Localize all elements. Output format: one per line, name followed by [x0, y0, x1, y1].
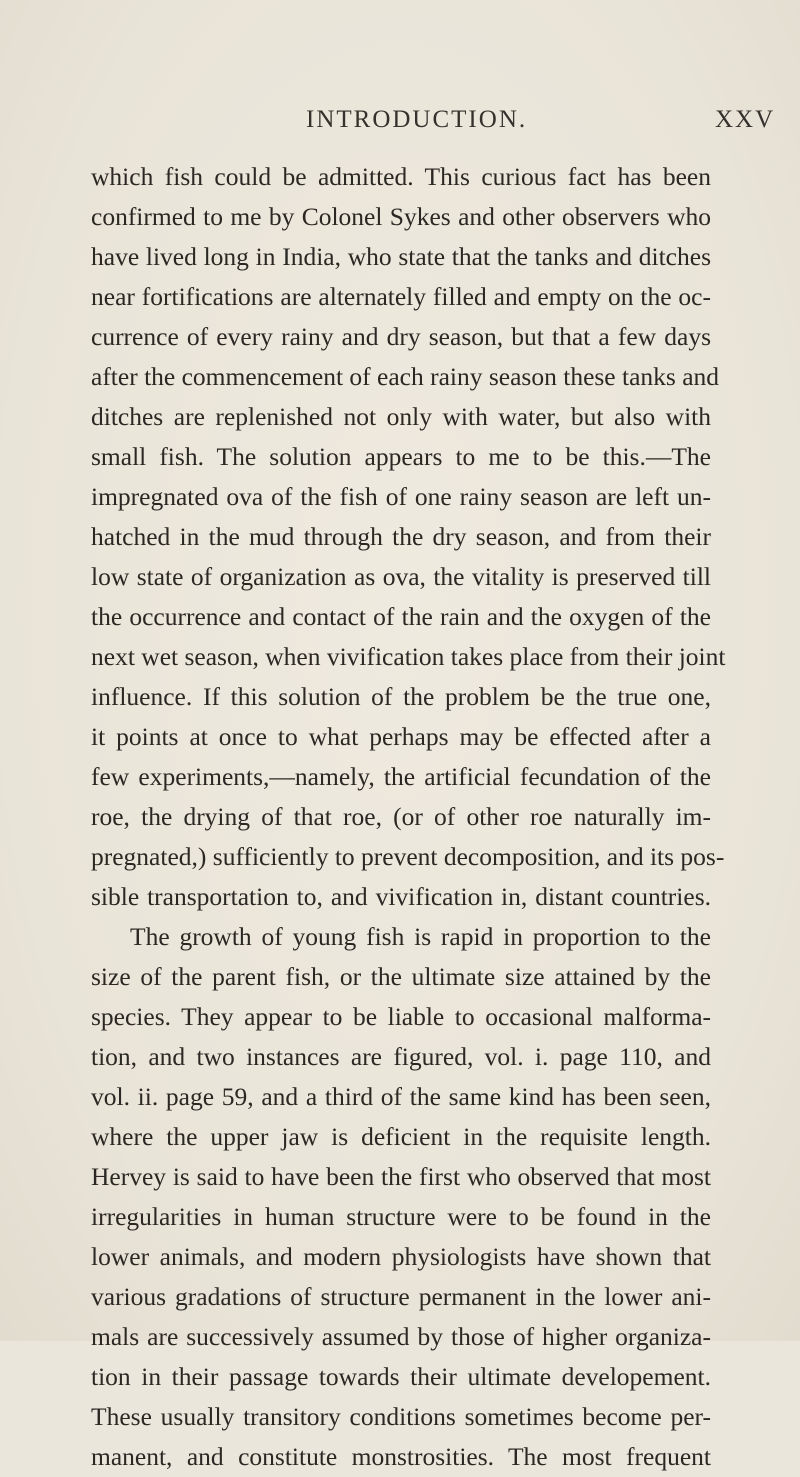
text-line: after the commencement of each rainy season these tanks and: [91, 362, 720, 391]
text-line-paragraph-start: The growth of young fish is rapid in proportion to the: [130, 922, 711, 951]
text-line: lower animals, and modern physiologists have shown that: [91, 1242, 711, 1271]
text-line: influence. If this solution of the problem be the true one,: [91, 682, 711, 711]
text-line: tion in their passage towards their ultimate developement.: [91, 1362, 711, 1391]
text-line: These usually transitory conditions sometimes become per-: [91, 1402, 711, 1431]
text-line: have lived long in India, who state that the tanks and ditches: [91, 242, 711, 271]
text-line: ditches are replenished not only with water, but also with: [91, 402, 711, 431]
text-line: roe, the drying of that roe, (or of other roe naturally im-: [91, 802, 711, 831]
text-line: confirmed to me by Colonel Sykes and other observers who: [91, 202, 711, 231]
text-line: pregnated,) sufficiently to prevent decomposition, and its pos-: [91, 842, 725, 871]
text-line: vol. ii. page 59, and a third of the same kind has been seen,: [91, 1082, 711, 1111]
page-number: XXV: [715, 106, 776, 133]
text-line: irregularities in human structure were to be found in the: [91, 1202, 711, 1231]
text-line: few experiments,—namely, the artificial fecundation of the: [91, 762, 711, 791]
text-line: near fortifications are alternately filled and empty on the oc-: [91, 282, 711, 311]
text-line: impregnated ova of the fish of one rainy season are left un-: [91, 482, 711, 511]
text-line: the occurrence and contact of the rain and the oxygen of the: [91, 602, 711, 631]
text-line: tion, and two instances are figured, vol. i. page 110, and: [91, 1042, 711, 1071]
text-line: next wet season, when vivification takes place from their joint: [91, 642, 726, 671]
text-line: species. They appear to be liable to occasional malforma-: [91, 1002, 711, 1031]
text-line: mals are successively assumed by those of higher organiza-: [91, 1322, 711, 1351]
text-line: sible transportation to, and vivification in, distant countries.: [91, 882, 711, 911]
text-line: currence of every rainy and dry season, but that a few days: [91, 322, 711, 351]
text-line: it points at once to what perhaps may be effected after a: [91, 722, 711, 751]
text-line: various gradations of structure permanent in the lower ani-: [91, 1282, 711, 1311]
text-line: manent, and constitute monstrosities. The most frequent: [91, 1442, 711, 1471]
text-line: small fish. The solution appears to me to be this.—The: [91, 442, 711, 471]
text-line: hatched in the mud through the dry season, and from their: [91, 522, 711, 551]
running-header-title: INTRODUCTION.: [306, 106, 528, 133]
text-line: size of the parent fish, or the ultimate size attained by the: [91, 962, 711, 991]
text-line: where the upper jaw is deficient in the requisite length.: [91, 1122, 711, 1151]
running-header: [0, 106, 800, 140]
text-line: low state of organization as ova, the vitality is preserved till: [91, 562, 711, 591]
text-line: Hervey is said to have been the first who observed that most: [91, 1162, 711, 1191]
text-line: which fish could be admitted. This curious fact has been: [91, 162, 711, 191]
